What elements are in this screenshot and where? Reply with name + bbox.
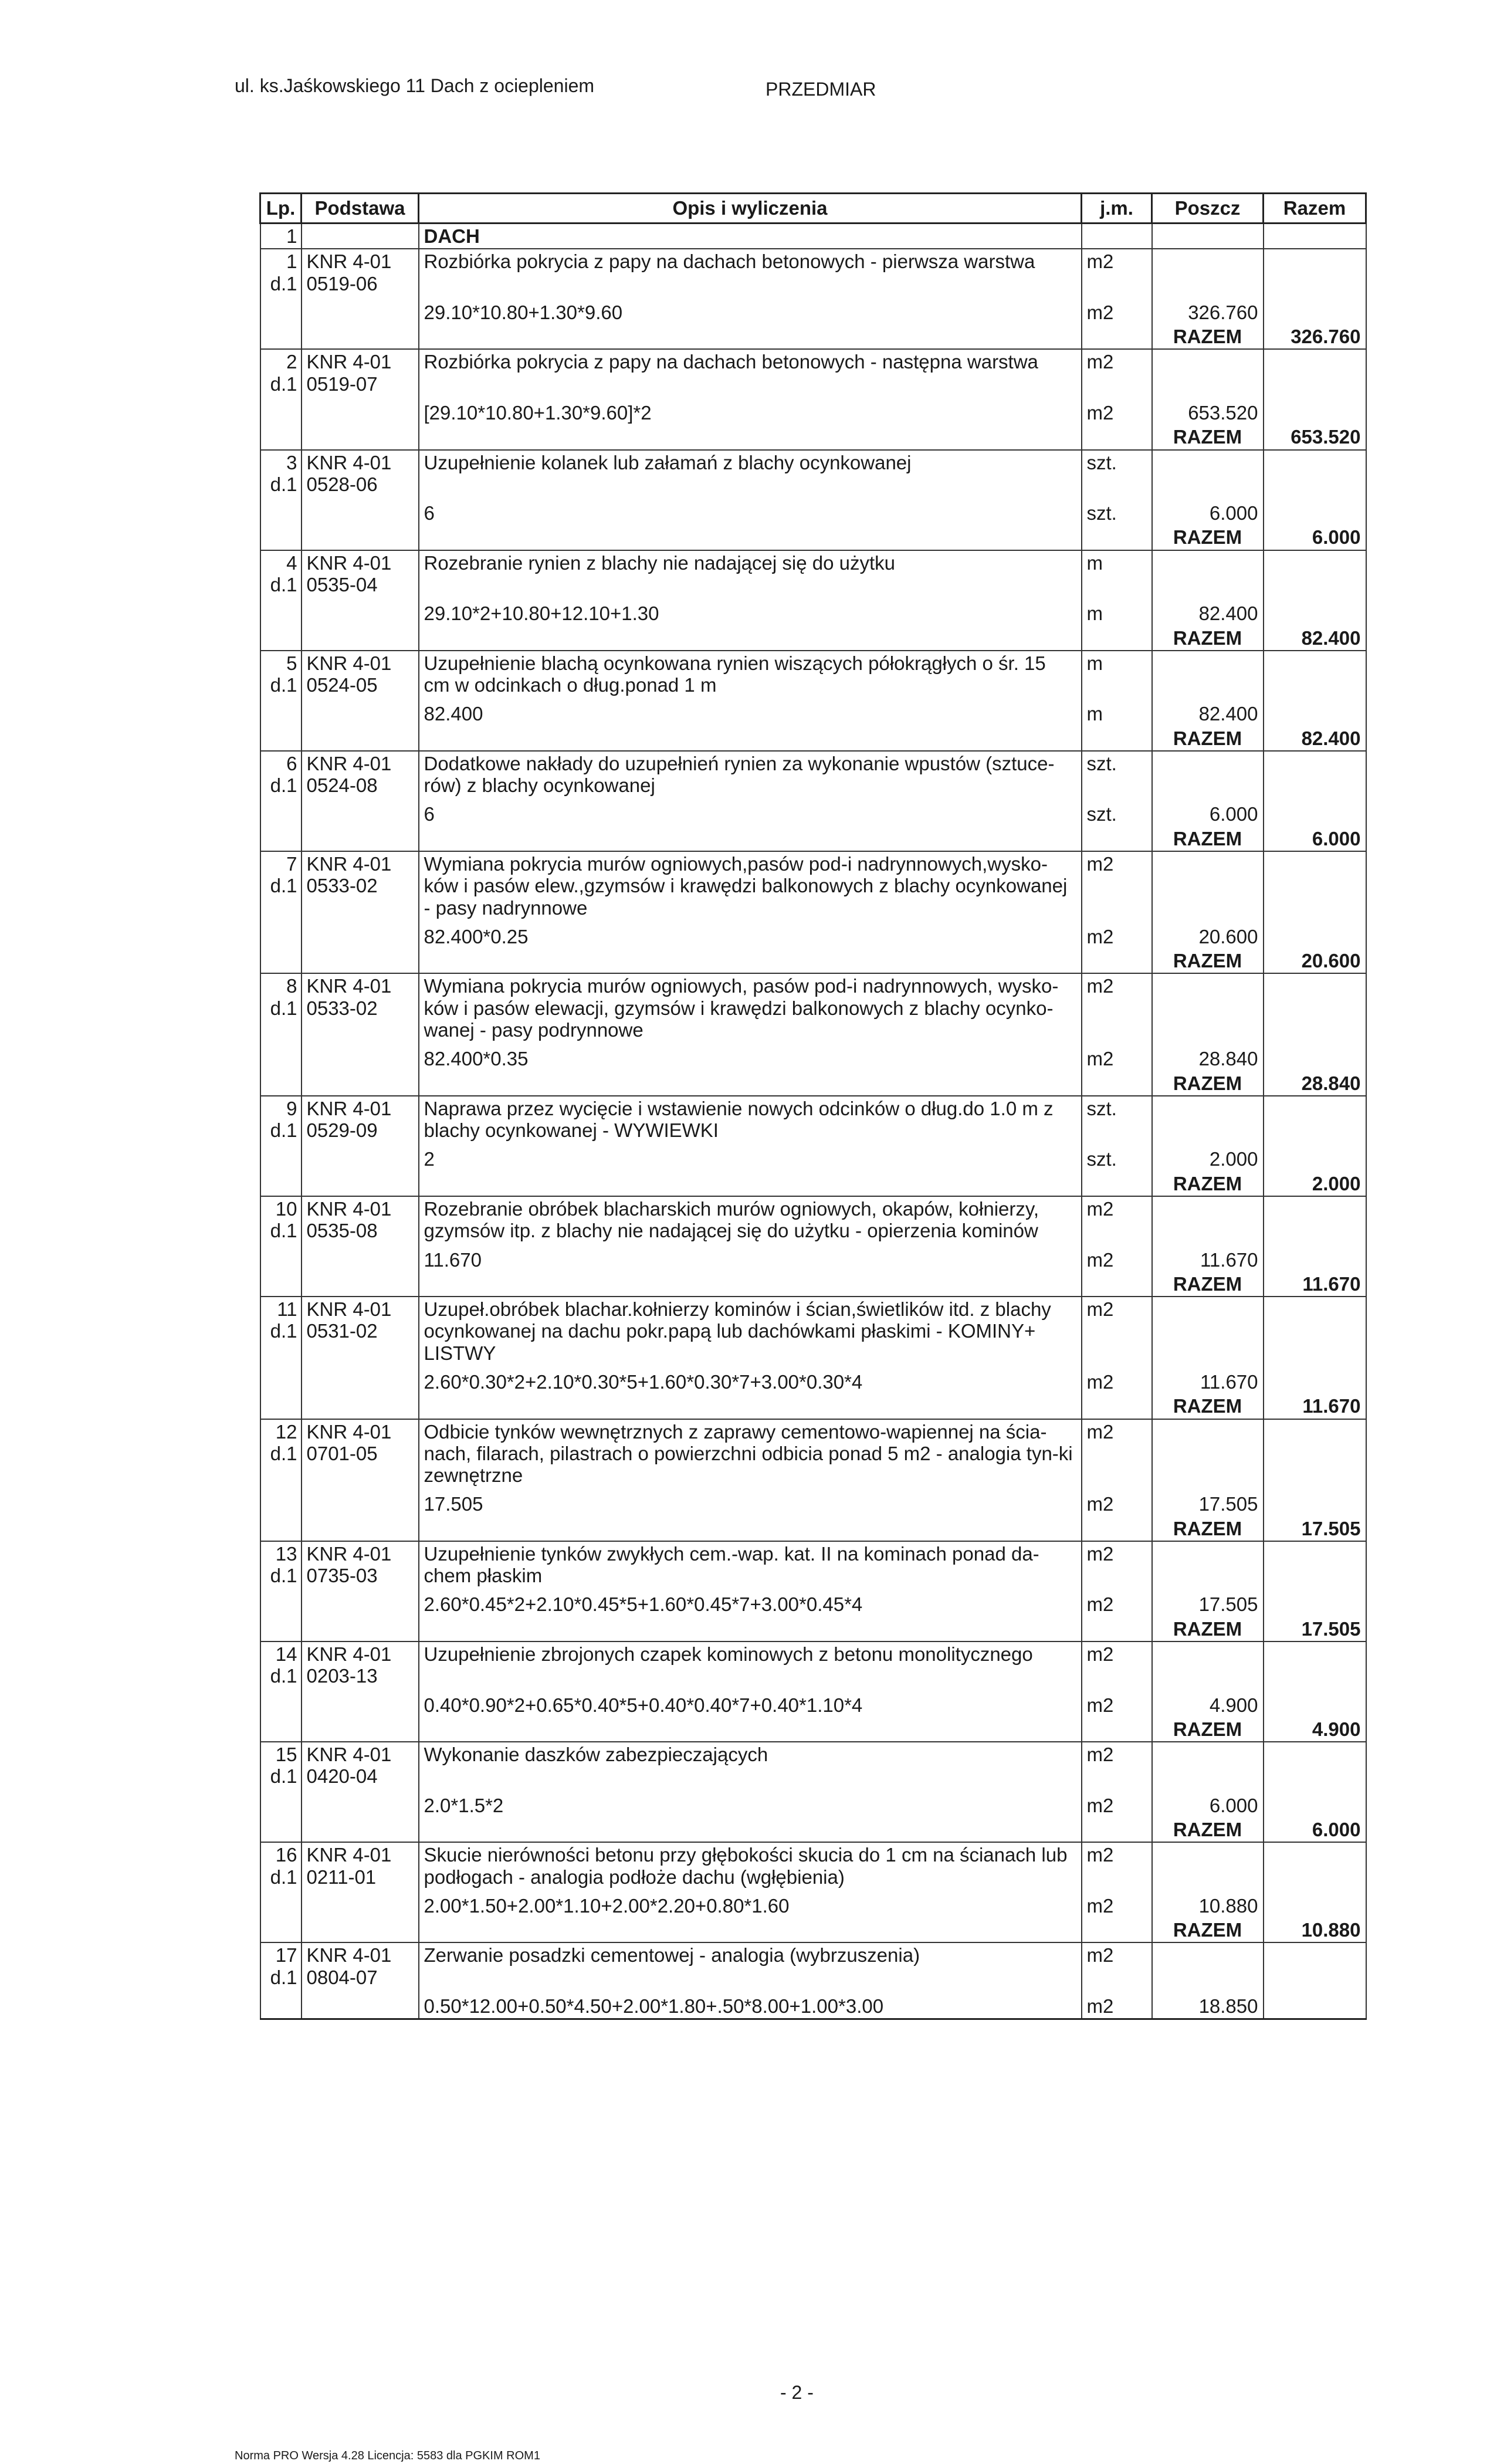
item-unit: m2 — [1082, 1742, 1152, 1789]
license-note: Norma PRO Wersja 4.28 Licencja: 5583 dla PGKIM ROM1 — [235, 2449, 540, 2462]
item-basis-catalog: KNR 4-01 — [306, 251, 392, 273]
total-label: RAZEM — [1152, 1918, 1264, 1942]
calculation-row — [260, 597, 1366, 625]
total-row — [260, 1717, 1366, 1742]
item-number — [260, 450, 302, 497]
calculation-row — [260, 396, 1366, 425]
item-number — [260, 973, 302, 1042]
item-partial-quantity: 17.505 — [1152, 1487, 1264, 1516]
item-unit: m — [1082, 651, 1152, 698]
item-calc-unit: m2 — [1082, 920, 1152, 949]
total-row — [260, 425, 1366, 449]
item-number-main: 14 — [275, 1643, 297, 1666]
item-total: 17.505 — [1264, 1617, 1366, 1641]
item-total: 326.760 — [1264, 324, 1366, 349]
item-number-sub: d.1 — [270, 1442, 297, 1464]
item-unit: m2 — [1082, 1641, 1152, 1688]
item-basis — [302, 751, 419, 798]
item-total: 82.400 — [1264, 626, 1366, 651]
item-basis — [302, 973, 419, 1042]
item-total: 6.000 — [1264, 1817, 1366, 1842]
item-number — [260, 1297, 302, 1365]
total-row — [260, 1272, 1366, 1297]
item-unit: m2 — [1082, 973, 1152, 1042]
item-partial-quantity: 326.760 — [1152, 296, 1264, 324]
item-basis-position: 0533-02 — [306, 997, 378, 1019]
total-label: RAZEM — [1152, 1394, 1264, 1419]
item-basis — [302, 550, 419, 597]
item-calc-unit: szt. — [1082, 797, 1152, 826]
item-basis — [302, 1297, 419, 1365]
table-row — [260, 450, 1366, 497]
item-number-main: 1 — [286, 251, 297, 273]
item-unit: m2 — [1082, 1419, 1152, 1488]
item-total: 4.900 — [1264, 1717, 1366, 1742]
item-number-main: 8 — [286, 975, 297, 997]
item-unit: m — [1082, 550, 1152, 597]
item-description: Rozebranie obróbek blacharskich murów ogniowych, okapów, kołnierzy, gzymsów itp. z blachy nie nadającej się do użytku - opierzenia kominów — [419, 1196, 1082, 1243]
item-number-sub: d.1 — [270, 1565, 297, 1587]
item-description: Wymiana pokrycia murów ogniowych,pasów pod-i nadrynnowych,wysko-ków i pasów elew.,gzymsów i krawędzi balkonowych z blachy ocynkowanej - pasy nadrynnowe — [419, 851, 1082, 920]
item-number-sub: d.1 — [270, 473, 297, 495]
item-basis-catalog: KNR 4-01 — [306, 1197, 392, 1220]
item-number-sub: d.1 — [270, 1220, 297, 1242]
item-basis-catalog: KNR 4-01 — [306, 451, 392, 473]
item-description: Uzupełnienie kolanek lub załamań z blachy ocynkowanej — [419, 450, 1082, 497]
item-calc-unit: m2 — [1082, 1487, 1152, 1516]
item-number — [260, 1419, 302, 1488]
item-unit: szt. — [1082, 1096, 1152, 1143]
item-description: Dodatkowe nakłady do uzupełnień rynien za wykonanie wpustów (sztuce-rów) z blachy ocynkowanej — [419, 751, 1082, 798]
calculation-row — [260, 1365, 1366, 1394]
item-calculation: 29.10*10.80+1.30*9.60 — [419, 296, 1082, 324]
total-row — [260, 626, 1366, 651]
page-number: - 2 - — [780, 2382, 814, 2403]
item-basis — [302, 1942, 419, 1989]
table-row — [260, 1419, 1366, 1488]
item-number — [260, 751, 302, 798]
item-number-sub: d.1 — [270, 1966, 297, 1988]
item-number-sub: d.1 — [270, 272, 297, 295]
item-number-sub: d.1 — [270, 774, 297, 797]
item-number-main: 5 — [286, 652, 297, 674]
item-partial-quantity: 10.880 — [1152, 1889, 1264, 1918]
calculation-row — [260, 496, 1366, 525]
item-basis-position: 0701-05 — [306, 1442, 378, 1464]
item-basis-position: 0420-04 — [306, 1765, 378, 1788]
item-number — [260, 349, 302, 396]
item-description: Uzupeł.obróbek blachar.kołnierzy kominów i ścian,świetlików itd. z blachy ocynkowanej na dachu pokr.papą lub dachówkami płaskimi - KOMINY+ LISTWY — [419, 1297, 1082, 1365]
item-basis-position: 0211-01 — [306, 1866, 377, 1888]
item-number-main: 11 — [277, 1298, 297, 1321]
table-row — [260, 349, 1366, 396]
total-label: RAZEM — [1152, 525, 1264, 550]
item-basis-position: 0519-07 — [306, 373, 378, 395]
item-number — [260, 1641, 302, 1688]
item-basis-position: 0735-03 — [306, 1565, 378, 1587]
item-calculation: 17.505 — [419, 1487, 1082, 1516]
item-number-sub: d.1 — [270, 1320, 297, 1342]
table-row — [260, 1742, 1366, 1789]
item-basis-position: 0203-13 — [306, 1665, 378, 1687]
item-calculation: 0.40*0.90*2+0.65*0.40*5+0.40*0.40*7+0.40*1.10*4 — [419, 1688, 1082, 1717]
item-basis — [302, 1641, 419, 1688]
item-calc-unit: szt. — [1082, 496, 1152, 525]
total-row — [260, 1071, 1366, 1096]
item-basis-catalog: KNR 4-01 — [306, 1097, 392, 1119]
item-basis-catalog: KNR 4-01 — [306, 351, 392, 373]
total-label: RAZEM — [1152, 324, 1264, 349]
item-basis — [302, 349, 419, 396]
item-basis-position: 0519-06 — [306, 272, 378, 295]
item-partial-quantity: 4.900 — [1152, 1688, 1264, 1717]
item-unit: szt. — [1082, 751, 1152, 798]
item-calc-unit: szt. — [1082, 1142, 1152, 1171]
item-unit: m2 — [1082, 851, 1152, 920]
item-calc-unit: m2 — [1082, 1688, 1152, 1717]
item-calc-unit: m — [1082, 597, 1152, 625]
item-basis-position: 0524-05 — [306, 674, 378, 696]
item-total: 28.840 — [1264, 1071, 1366, 1096]
section-row — [260, 224, 1366, 249]
calculation-row — [260, 1243, 1366, 1272]
item-calculation: 11.670 — [419, 1243, 1082, 1272]
total-row — [260, 324, 1366, 349]
section-number: 1 — [260, 224, 302, 249]
item-basis-position: 0535-04 — [306, 573, 378, 595]
item-unit: m2 — [1082, 349, 1152, 396]
item-unit: m2 — [1082, 1297, 1152, 1365]
item-basis — [302, 450, 419, 497]
item-basis — [302, 1196, 419, 1243]
item-number — [260, 249, 302, 296]
item-basis-position: 0535-08 — [306, 1220, 378, 1242]
total-label: RAZEM — [1152, 827, 1264, 851]
item-number-sub: d.1 — [270, 997, 297, 1019]
item-unit: m2 — [1082, 1842, 1152, 1889]
item-description: Naprawa przez wycięcie i wstawienie nowych odcinków o dług.do 1.0 m z blachy ocynkowanej - WYWIEWKI — [419, 1096, 1082, 1143]
table-row — [260, 550, 1366, 597]
item-description: Rozebranie rynien z blachy nie nadającej się do użytku — [419, 550, 1082, 597]
item-basis-position: 0529-09 — [306, 1119, 378, 1142]
item-calculation: [29.10*10.80+1.30*9.60]*2 — [419, 396, 1082, 425]
total-row — [260, 525, 1366, 550]
item-total: 653.520 — [1264, 425, 1366, 449]
item-basis-catalog: KNR 4-01 — [306, 652, 392, 674]
table-row — [260, 1096, 1366, 1143]
column-header-jm: j.m. — [1082, 194, 1152, 224]
item-total: 82.400 — [1264, 726, 1366, 751]
item-calculation: 2.00*1.50+2.00*1.10+2.00*2.20+0.80*1.60 — [419, 1889, 1082, 1918]
item-number-main: 10 — [275, 1197, 297, 1220]
total-row — [260, 1172, 1366, 1196]
total-row — [260, 1517, 1366, 1541]
total-label: RAZEM — [1152, 1817, 1264, 1842]
item-number — [260, 651, 302, 698]
document-address: ul. ks.Jaśkowskiego 11 Dach z ociepleniem — [235, 75, 595, 96]
item-basis-position: 0804-07 — [306, 1966, 378, 1988]
table-row — [260, 973, 1366, 1042]
item-partial-quantity: 20.600 — [1152, 920, 1264, 949]
item-description: Rozbiórka pokrycia z papy na dachach betonowych - pierwsza warstwa — [419, 249, 1082, 296]
item-unit: m2 — [1082, 1541, 1152, 1588]
item-partial-quantity: 6.000 — [1152, 1789, 1264, 1817]
item-calc-unit: m2 — [1082, 1989, 1152, 2019]
item-number-sub: d.1 — [270, 1765, 297, 1788]
table-row — [260, 1541, 1366, 1588]
item-calc-unit: m2 — [1082, 1588, 1152, 1616]
calculation-row — [260, 1989, 1366, 2019]
total-row — [260, 726, 1366, 751]
item-partial-quantity: 17.505 — [1152, 1588, 1264, 1616]
item-number-main: 17 — [275, 1944, 297, 1967]
item-partial-quantity: 653.520 — [1152, 396, 1264, 425]
table-row — [260, 1297, 1366, 1365]
item-partial-quantity: 11.670 — [1152, 1243, 1264, 1272]
item-description: Odbicie tynków wewnętrznych z zaprawy cementowo-wapiennej na ścia-nach, filarach, pilastrach o powierzchni odbicia ponad 5 m2 - analogia tyn-ki zewnętrzne — [419, 1419, 1082, 1488]
item-unit: m2 — [1082, 1942, 1152, 1989]
item-calculation: 2.60*0.30*2+2.10*0.30*5+1.60*0.30*7+3.00*0.30*4 — [419, 1365, 1082, 1394]
item-number-sub: d.1 — [270, 1866, 297, 1888]
total-row — [260, 1617, 1366, 1641]
item-partial-quantity: 6.000 — [1152, 496, 1264, 525]
item-basis-catalog: KNR 4-01 — [306, 1643, 392, 1666]
item-basis-position: 0528-06 — [306, 473, 378, 495]
item-calculation: 6 — [419, 496, 1082, 525]
item-basis-position: 0531-02 — [306, 1320, 378, 1342]
item-number-sub: d.1 — [270, 573, 297, 595]
document-title: PRZEDMIAR — [766, 79, 876, 100]
item-calculation: 82.400*0.35 — [419, 1042, 1082, 1071]
table-row — [260, 1196, 1366, 1243]
item-number-main: 15 — [275, 1744, 297, 1766]
total-label: RAZEM — [1152, 1071, 1264, 1096]
item-basis — [302, 1541, 419, 1588]
item-basis-catalog: KNR 4-01 — [306, 551, 392, 574]
item-total: 10.880 — [1264, 1918, 1366, 1942]
item-calc-unit: m — [1082, 697, 1152, 726]
item-number — [260, 1742, 302, 1789]
item-unit: m2 — [1082, 1196, 1152, 1243]
item-partial-quantity: 18.850 — [1152, 1989, 1264, 2019]
item-partial-quantity: 82.400 — [1152, 597, 1264, 625]
item-number-main: 16 — [275, 1844, 297, 1866]
item-description: Skucie nierówności betonu przy głębokości skucia do 1 cm na ścianach lub podłogach - analogia podłoże dachu (wgłębienia) — [419, 1842, 1082, 1889]
item-basis — [302, 1742, 419, 1789]
item-total: 11.670 — [1264, 1272, 1366, 1297]
total-row — [260, 1817, 1366, 1842]
item-basis-position: 0524-08 — [306, 774, 378, 797]
item-basis-catalog: KNR 4-01 — [306, 1420, 392, 1443]
item-number-main: 6 — [286, 752, 297, 774]
item-partial-quantity: 6.000 — [1152, 797, 1264, 826]
column-header-lp: Lp. — [260, 194, 302, 224]
item-basis-catalog: KNR 4-01 — [306, 1844, 392, 1866]
total-label: RAZEM — [1152, 1617, 1264, 1641]
item-basis — [302, 651, 419, 698]
item-number-main: 3 — [286, 451, 297, 473]
total-row — [260, 1918, 1366, 1942]
total-row — [260, 827, 1366, 851]
column-header-razem: Razem — [1264, 194, 1366, 224]
item-calculation: 2 — [419, 1142, 1082, 1171]
item-partial-quantity: 28.840 — [1152, 1042, 1264, 1071]
item-number-main: 7 — [286, 853, 297, 875]
item-calculation: 6 — [419, 797, 1082, 826]
calculation-row — [260, 797, 1366, 826]
item-number-sub: d.1 — [270, 1119, 297, 1142]
item-description: Wymiana pokrycia murów ogniowych, pasów pod-i nadrynnowych, wysko-ków i pasów elewacji, gzymsów i krawędzi balkonowych z blachy ocynko-wanej - pasy podrynnowe — [419, 973, 1082, 1042]
item-unit: szt. — [1082, 450, 1152, 497]
item-basis-catalog: KNR 4-01 — [306, 1298, 392, 1321]
item-number — [260, 851, 302, 920]
item-partial-quantity: 11.670 — [1152, 1365, 1264, 1394]
total-label: RAZEM — [1152, 726, 1264, 751]
item-number-main: 13 — [275, 1542, 297, 1565]
item-calc-unit: m2 — [1082, 1042, 1152, 1071]
item-basis-catalog: KNR 4-01 — [306, 752, 392, 774]
calculation-row — [260, 1487, 1366, 1516]
item-basis — [302, 249, 419, 296]
total-row — [260, 949, 1366, 973]
item-total: 20.600 — [1264, 949, 1366, 973]
table-row — [260, 1842, 1366, 1889]
item-calculation: 82.400*0.25 — [419, 920, 1082, 949]
section-name: DACH — [419, 224, 1082, 249]
item-number — [260, 550, 302, 597]
column-header-opis: Opis i wyliczenia — [419, 194, 1082, 224]
item-calculation: 2.60*0.45*2+2.10*0.45*5+1.60*0.45*7+3.00*0.45*4 — [419, 1588, 1082, 1616]
item-partial-quantity: 2.000 — [1152, 1142, 1264, 1171]
calculation-row — [260, 1042, 1366, 1071]
item-number-main: 2 — [286, 351, 297, 373]
przedmiar-table — [259, 192, 1367, 2020]
table-row — [260, 851, 1366, 920]
item-description: Uzupełnienie blachą ocynkowana rynien wiszących półokrągłych o śr. 15 cm w odcinkach o dług.ponad 1 m — [419, 651, 1082, 698]
calculation-row — [260, 1789, 1366, 1817]
total-label: RAZEM — [1152, 1717, 1264, 1742]
calculation-row — [260, 920, 1366, 949]
item-number-sub: d.1 — [270, 373, 297, 395]
item-calc-unit: m2 — [1082, 1243, 1152, 1272]
item-basis-catalog: KNR 4-01 — [306, 1542, 392, 1565]
item-number — [260, 1196, 302, 1243]
item-basis — [302, 1419, 419, 1488]
item-total: 17.505 — [1264, 1517, 1366, 1541]
item-number-sub: d.1 — [270, 674, 297, 696]
item-basis-catalog: KNR 4-01 — [306, 853, 392, 875]
item-number — [260, 1096, 302, 1143]
item-total: 11.670 — [1264, 1394, 1366, 1419]
total-label: RAZEM — [1152, 1517, 1264, 1541]
item-total: 6.000 — [1264, 525, 1366, 550]
table-row — [260, 1942, 1366, 1989]
table-body — [260, 224, 1366, 2019]
item-total: 2.000 — [1264, 1172, 1366, 1196]
item-calculation: 2.0*1.5*2 — [419, 1789, 1082, 1817]
table-row — [260, 651, 1366, 698]
item-number-main: 12 — [275, 1420, 297, 1443]
calculation-row — [260, 1142, 1366, 1171]
item-description: Zerwanie posadzki cementowej - analogia (wybrzuszenia) — [419, 1942, 1082, 1989]
table-header — [260, 194, 1366, 224]
item-number — [260, 1842, 302, 1889]
table-row — [260, 249, 1366, 296]
item-calc-unit: m2 — [1082, 296, 1152, 324]
calculation-row — [260, 1588, 1366, 1616]
calculation-row — [260, 1688, 1366, 1717]
item-number-main: 9 — [286, 1097, 297, 1119]
total-label: RAZEM — [1152, 425, 1264, 449]
item-calculation: 82.400 — [419, 697, 1082, 726]
item-calc-unit: m2 — [1082, 1365, 1152, 1394]
item-unit: m2 — [1082, 249, 1152, 296]
item-number-sub: d.1 — [270, 1665, 297, 1687]
total-label: RAZEM — [1152, 949, 1264, 973]
total-row — [260, 1394, 1366, 1419]
table-row — [260, 1641, 1366, 1688]
item-basis-catalog: KNR 4-01 — [306, 975, 392, 997]
item-total: 6.000 — [1264, 827, 1366, 851]
total-label: RAZEM — [1152, 1272, 1264, 1297]
item-number-main: 4 — [286, 551, 297, 574]
item-basis-catalog: KNR 4-01 — [306, 1744, 392, 1766]
total-label: RAZEM — [1152, 626, 1264, 651]
item-basis-catalog: KNR 4-01 — [306, 1944, 392, 1967]
item-calc-unit: m2 — [1082, 396, 1152, 425]
item-calc-unit: m2 — [1082, 1889, 1152, 1918]
calculation-row — [260, 1889, 1366, 1918]
item-partial-quantity: 82.400 — [1152, 697, 1264, 726]
item-calculation: 29.10*2+10.80+12.10+1.30 — [419, 597, 1082, 625]
calculation-row — [260, 296, 1366, 324]
item-calculation: 0.50*12.00+0.50*4.50+2.00*1.80+.50*8.00+1.00*3.00 — [419, 1989, 1082, 2019]
item-description: Rozbiórka pokrycia z papy na dachach betonowych - następna warstwa — [419, 349, 1082, 396]
item-calc-unit: m2 — [1082, 1789, 1152, 1817]
item-number — [260, 1942, 302, 1989]
item-number-sub: d.1 — [270, 875, 297, 897]
item-basis — [302, 1842, 419, 1889]
item-basis-position: 0533-02 — [306, 875, 378, 897]
column-header-poszcz: Poszcz — [1152, 194, 1264, 224]
item-description: Uzupełnienie zbrojonych czapek kominowych z betonu monolitycznego — [419, 1641, 1082, 1688]
table-row — [260, 751, 1366, 798]
item-description: Wykonanie daszków zabezpieczających — [419, 1742, 1082, 1789]
item-number — [260, 1541, 302, 1588]
item-basis — [302, 851, 419, 920]
total-label: RAZEM — [1152, 1172, 1264, 1196]
calculation-row — [260, 697, 1366, 726]
item-basis — [302, 1096, 419, 1143]
item-description: Uzupełnienie tynków zwykłych cem.-wap. kat. II na kominach ponad da-chem płaskim — [419, 1541, 1082, 1588]
column-header-podstawa: Podstawa — [302, 194, 419, 224]
